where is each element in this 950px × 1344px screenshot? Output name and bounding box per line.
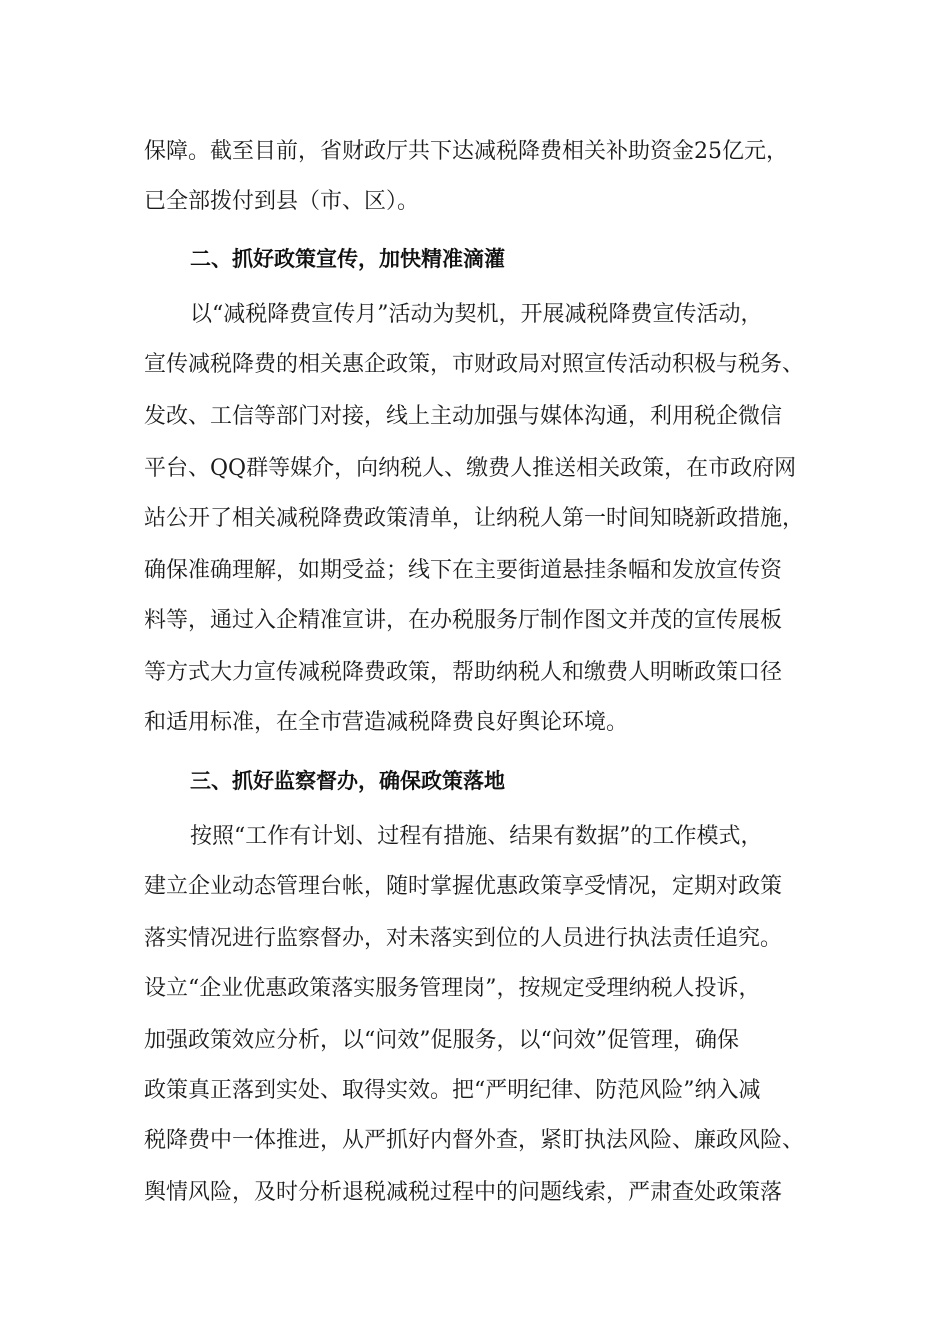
paragraph-line: 料等，通过入企精准宣讲，在办税服务厅制作图文并茂的宣传展板 [144,608,783,633]
paragraph-line: 舆情风险，及时分析退税减税过程中的问题线索，严肃查处政策落 [144,1180,783,1205]
paragraph-line: 税降费中一体推进，从严抓好内督外查，紧盯执法风险、廉政风险、 [144,1128,805,1153]
paragraph-line: 设立“企业优惠政策落实服务管理岗”，按规定受理纳税人投诉， [144,976,761,1001]
paragraph-line: 保障。截至目前，省财政厅共下达减税降费相关补助资金25亿元， [144,139,788,164]
paragraph-line: 确保准确理解，如期受益；线下在主要街道悬挂条幅和发放宣传资 [144,558,783,583]
paragraph-line: 已全部拨付到县（市、区）。 [144,189,420,214]
paragraph-line: 政策真正落到实处、取得实效。把“严明纪律、防范风险”纳入减 [144,1078,761,1103]
paragraph-line: 平台、QQ群等媒介，向纳税人、缴费人推送相关政策，在市政府网 [144,456,797,481]
paragraph-line: 以“减税降费宣传月”活动为契机，开展减税降费宣传活动， [190,302,763,327]
paragraph-line: 加强政策效应分析，以“问效”促服务，以“问效”促管理，确保 [144,1028,739,1053]
paragraph-line: 宣传减税降费的相关惠企政策，市财政局对照宣传活动积极与税务、 [144,352,805,377]
paragraph-line: 按照“工作有计划、过程有措施、结果有数据”的工作模式， [190,824,763,849]
paragraph-line: 和适用标准，在全市营造减税降费良好舆论环境。 [144,710,629,735]
paragraph-line: 发改、工信等部门对接，线上主动加强与媒体沟通，利用税企微信 [144,404,783,429]
paragraph-line: 等方式大力宣传减税降费政策，帮助纳税人和缴费人明晰政策口径 [144,660,783,685]
paragraph-line: 建立企业动态管理台帐，随时掌握优惠政策享受情况，定期对政策 [144,874,783,899]
paragraph-line: 站公开了相关减税降费政策清单，让纳税人第一时间知晓新政措施， [144,506,805,531]
section-heading-3: 三、抓好监察督办，确保政策落地 [190,769,505,793]
section-heading-2: 二、抓好政策宣传，加快精准滴灌 [190,247,505,271]
paragraph-line: 落实情况进行监察督办，对未落实到位的人员进行执法责任追究。 [144,926,783,951]
